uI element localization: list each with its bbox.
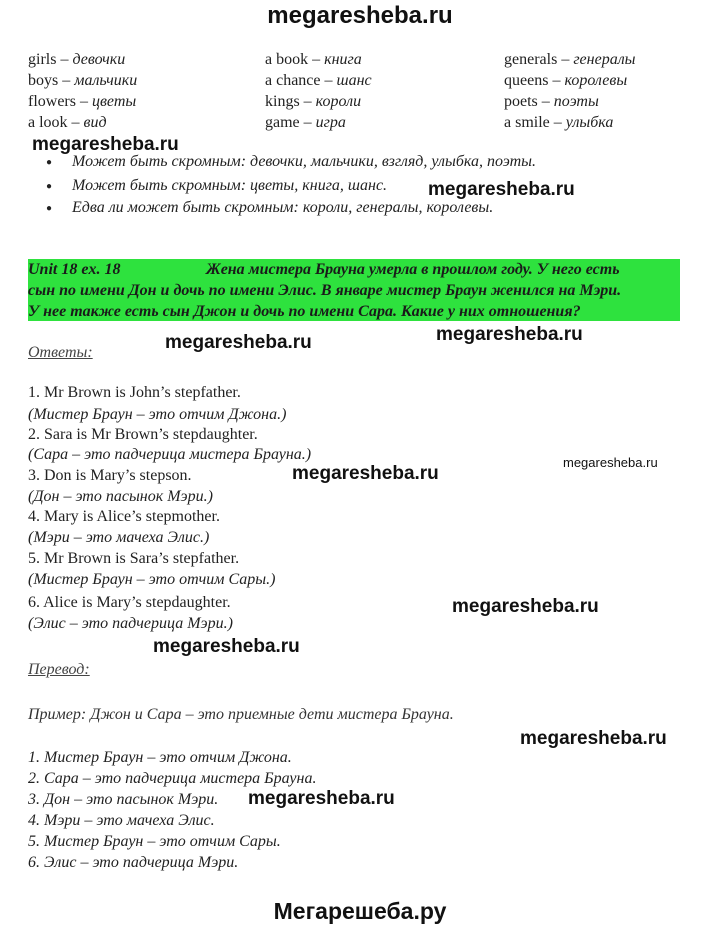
translation-heading: Перевод:	[28, 661, 90, 678]
answer-en: 1. Mr Brown is John’s stepfather.	[28, 384, 241, 401]
watermark: megaresheba.ru	[452, 596, 599, 617]
header-site-title: megaresheba.ru	[267, 2, 453, 29]
vocab-item: poets – поэты	[504, 93, 599, 110]
vocab-item: girls – девочки	[28, 51, 126, 68]
vocab-item: a look – вид	[28, 114, 107, 131]
footer-site-title: Мегарешеба.ру	[273, 898, 447, 924]
vocab-item: boys – мальчики	[28, 72, 138, 89]
bullet-item: ● Едва ли может быть скромным: короли, генералы, королевы.	[72, 199, 493, 217]
answer-ru: (Сара – это падчерица мистера Брауна.)	[28, 446, 312, 463]
answer-ru: (Мистер Браун – это отчим Сары.)	[28, 571, 276, 588]
watermark: megaresheba.ru	[436, 324, 583, 345]
vocab-item: game – игра	[265, 114, 346, 131]
translation-example: Пример: Джон и Сара – это приемные дети мистера Брауна.	[28, 706, 454, 723]
watermark: megaresheba.ru	[32, 134, 179, 155]
answer-en: 2. Sara is Mr Brown’s stepdaughter.	[28, 426, 258, 443]
answer-en: 5. Mr Brown is Sara’s stepfather.	[28, 550, 240, 567]
vocab-column-3	[504, 51, 636, 135]
vocab-column-1	[28, 51, 137, 135]
watermark: megaresheba.ru	[248, 788, 395, 809]
task-line: У нее также есть сын Джон и дочь по имени Сара. Какие у них отношения?	[28, 303, 581, 320]
vocab-column-2	[265, 51, 372, 135]
vocab-item: a chance – шанс	[265, 72, 372, 89]
watermark: megaresheba.ru	[292, 463, 439, 484]
vocab-item: flowers – цветы	[28, 93, 137, 110]
vocab-item: queens – королевы	[504, 72, 628, 89]
bullet-item: ● Может быть скромным: девочки, мальчики, взгляд, улыбка, поэты.	[72, 153, 536, 171]
watermark-small: megaresheba.ru	[563, 455, 658, 470]
translation-item: 3. Дон – это пасынок Мэри.	[28, 791, 219, 808]
translation-item: 6. Элис – это падчерица Мэри.	[28, 854, 239, 871]
watermark: megaresheba.ru	[165, 332, 312, 353]
answer-ru: (Дон – это пасынок Мэри.)	[28, 488, 213, 505]
translation-item: 5. Мистер Браун – это отчим Сары.	[28, 833, 281, 850]
answer-ru: (Элис – это падчерица Мэри.)	[28, 615, 233, 632]
answer-ru: (Мистер Браун – это отчим Джона.)	[28, 406, 287, 423]
vocab-item: a book – книга	[265, 51, 362, 68]
answers-heading: Ответы:	[28, 344, 93, 361]
watermark: megaresheba.ru	[153, 636, 300, 657]
task-line: сын по имени Дон и дочь по имени Элис. В январе мистер Браун женился на Мэри.	[28, 282, 622, 299]
bullet-item: ● Может быть скромным: цветы, книга, шанс.	[72, 177, 387, 195]
answer-ru: (Мэри – это мачеха Элис.)	[28, 529, 210, 546]
watermark: megaresheba.ru	[428, 179, 575, 200]
translation-item: 2. Сара – это падчерица мистера Брауна.	[28, 770, 317, 787]
answer-en: 6. Alice is Mary’s stepdaughter.	[28, 594, 231, 611]
task-line: Жена мистера Брауна умерла в прошлом году. У него есть	[206, 261, 620, 278]
vocab-item: generals – генералы	[504, 51, 636, 68]
vocab-item: kings – короли	[265, 93, 362, 110]
task-label: Unit 18 ex. 18	[28, 261, 121, 278]
translation-item: 1. Мистер Браун – это отчим Джона.	[28, 749, 292, 766]
watermark: megaresheba.ru	[520, 728, 667, 749]
answer-en: 3. Don is Mary’s stepson.	[28, 467, 192, 484]
answer-en: 4. Mary is Alice’s stepmother.	[28, 508, 220, 525]
vocab-item: a smile – улыбка	[504, 114, 614, 131]
translation-item: 4. Мэри – это мачеха Элис.	[28, 812, 215, 829]
